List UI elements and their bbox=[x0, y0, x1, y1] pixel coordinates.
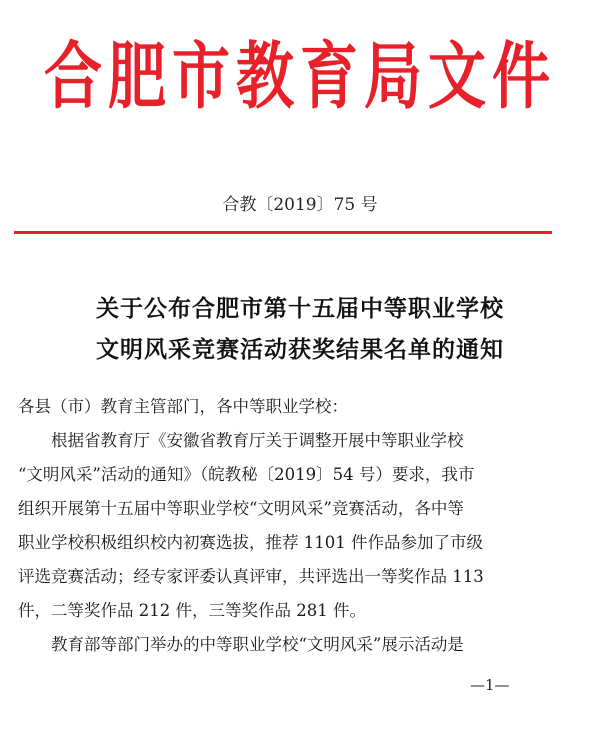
paragraph-1-line: 评选竞赛活动；经专家评委认真评审，共评选出一等奖作品 113 bbox=[18, 567, 484, 586]
notice-title-line-2: 文明风采竞赛活动获奖结果名单的通知 bbox=[96, 337, 504, 363]
paragraph-2-line: 教育部等部门举办的中等职业学校“文明风采”展示活动是 bbox=[51, 635, 464, 654]
paragraph-1-line: “文明风采”活动的通知》（皖教秘〔2019〕54 号）要求，我市 bbox=[18, 465, 475, 484]
document-masthead: 合肥市教育局文件 bbox=[43, 33, 556, 119]
paragraph-1-line: 职业学校积极组织校内初赛选拔，推荐 1101 件作品参加了市级 bbox=[18, 533, 483, 552]
red-divider-rule bbox=[14, 231, 552, 234]
document-number: 合教〔2019〕75 号 bbox=[222, 195, 378, 215]
notice-body bbox=[18, 390, 566, 662]
paragraph-1-line: 组织开展第十五届中等职业学校“文明风采”竞赛活动，各中等 bbox=[18, 499, 464, 518]
paragraph-1-line: 根据省教育厅《安徽省教育厅关于调整开展中等职业学校 bbox=[51, 431, 464, 450]
notice-title-line-1: 关于公布合肥市第十五届中等职业学校 bbox=[96, 296, 504, 322]
page-number: —1— bbox=[470, 676, 510, 694]
paragraph-1-line: 件，二等奖作品 212 件，三等奖作品 281 件。 bbox=[18, 601, 366, 620]
salutation: 各县（市）教育主管部门，各中等职业学校： bbox=[18, 397, 348, 416]
